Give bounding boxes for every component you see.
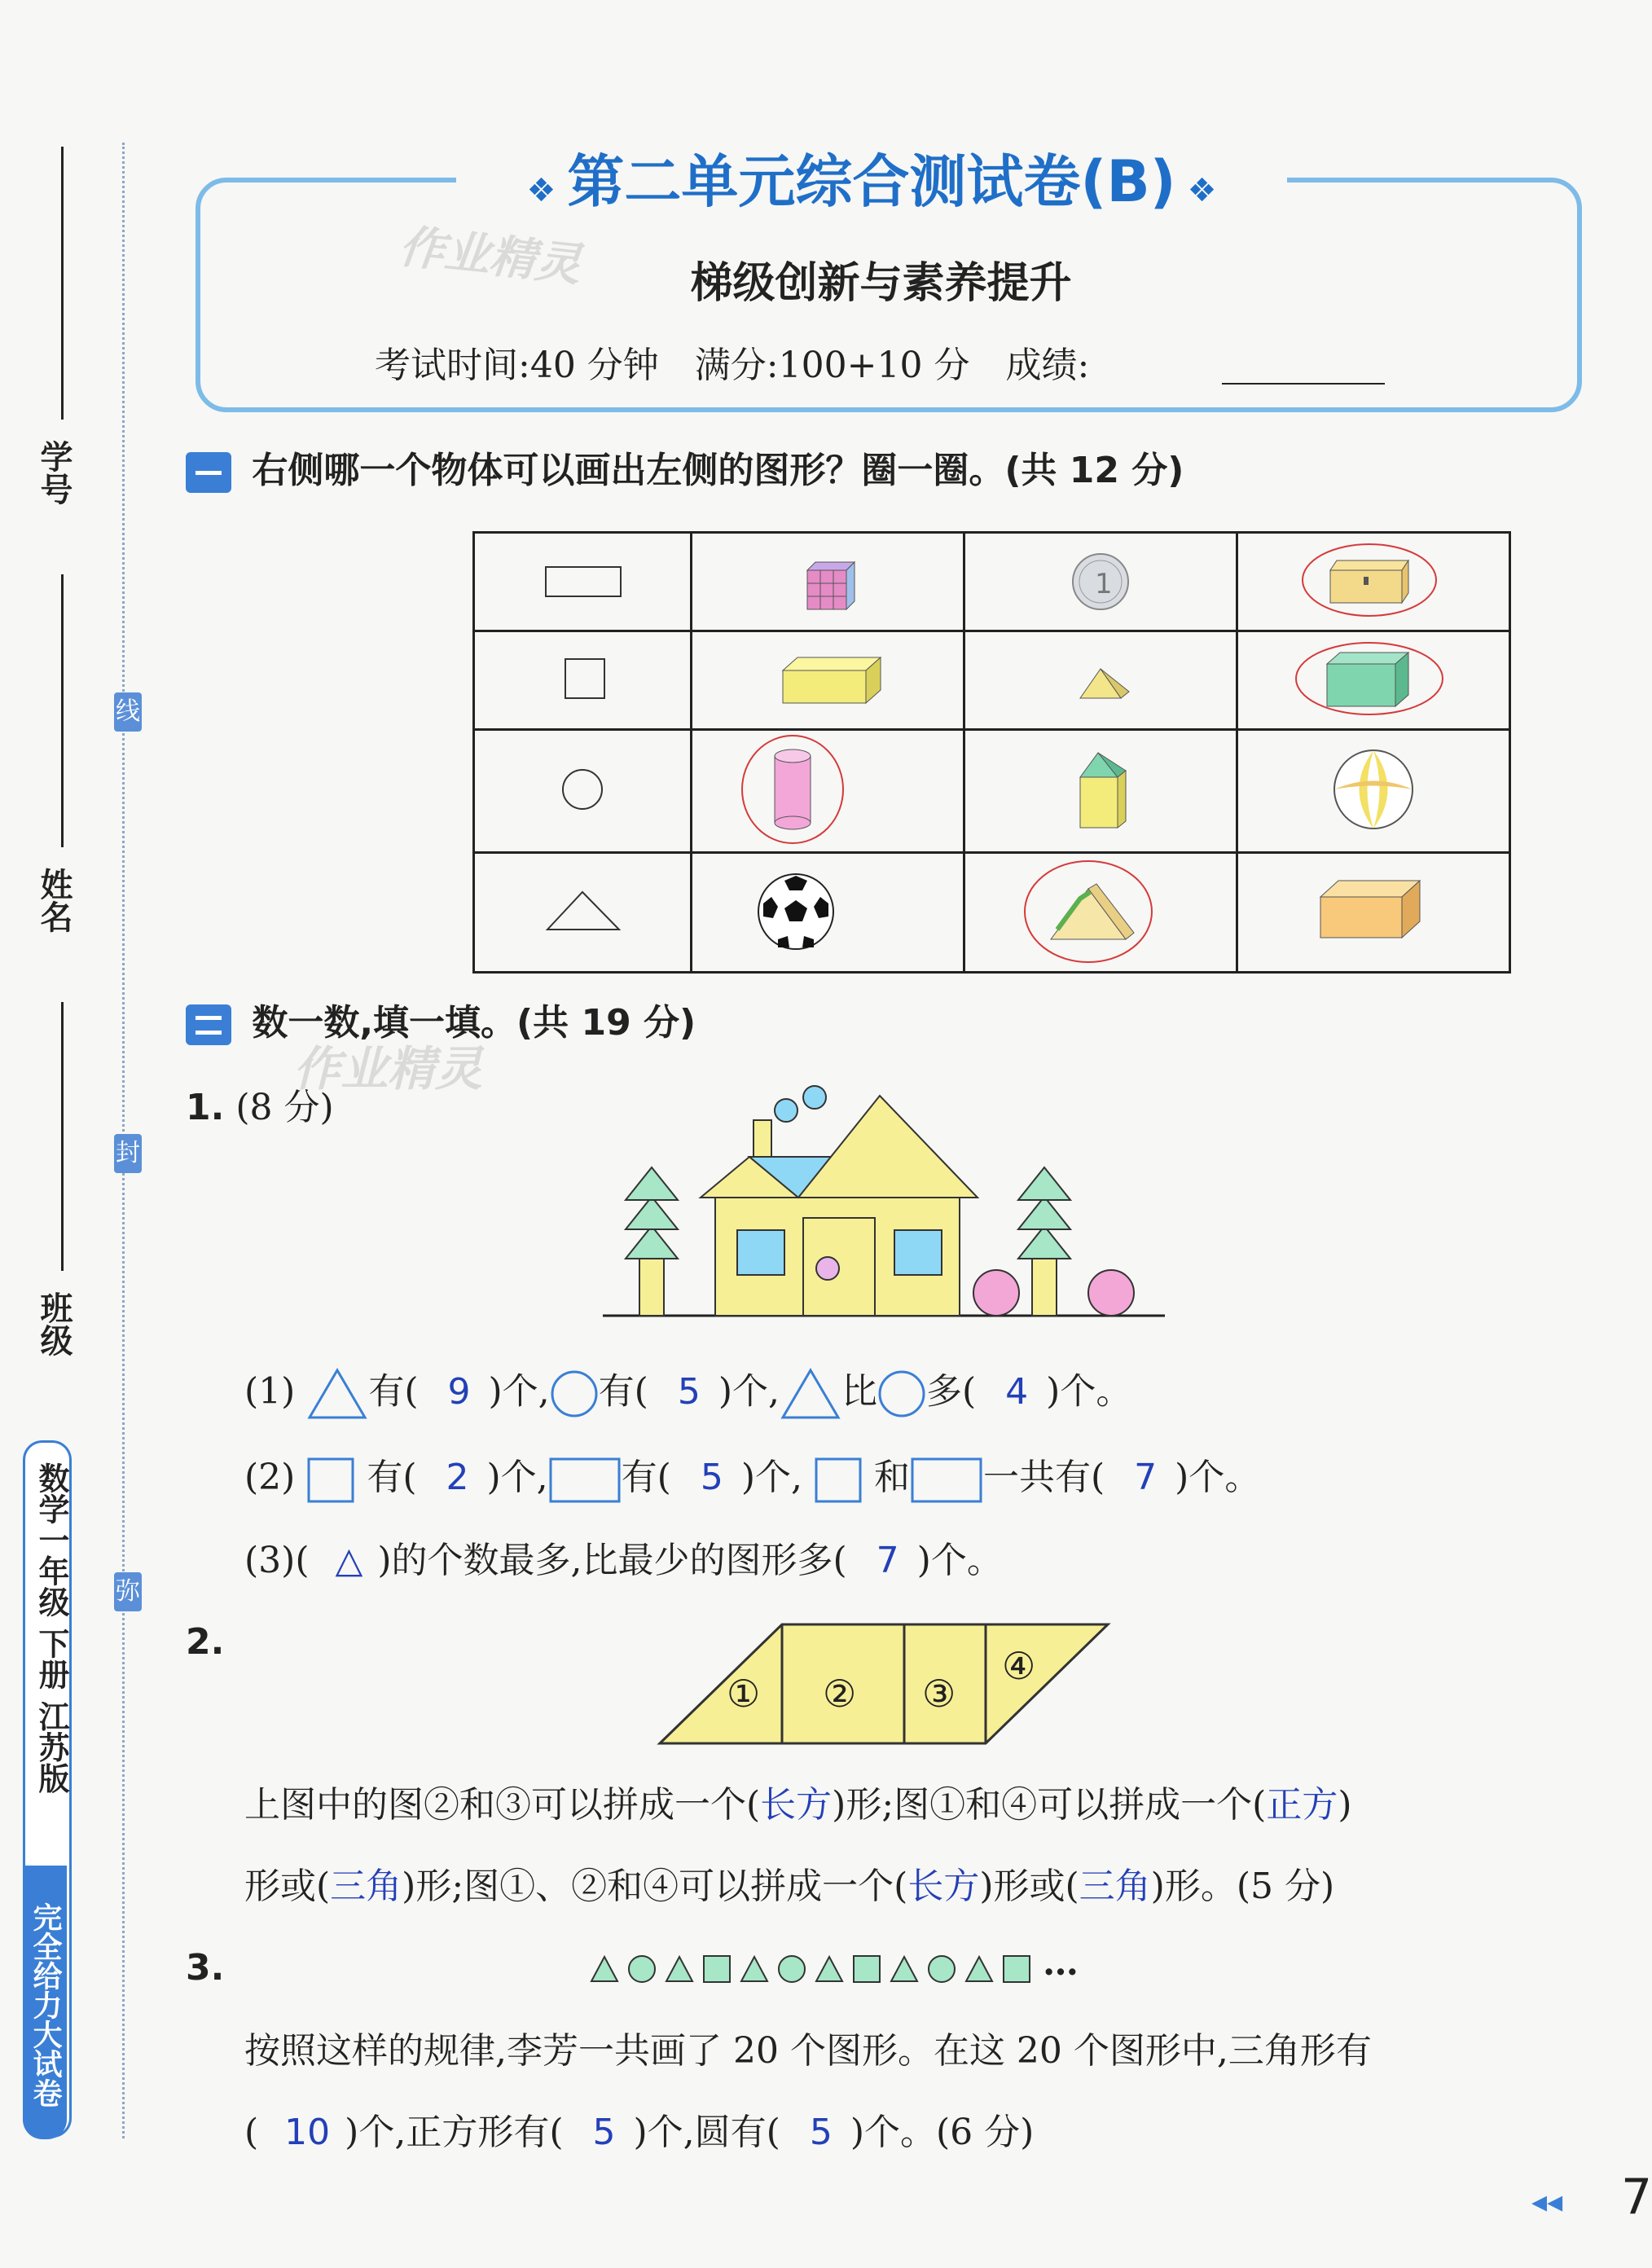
rubik-cube-icon — [693, 534, 962, 626]
table-row — [474, 853, 1510, 973]
q3-text-line2: ( 10 )个,正方形有( 5 )个,圆有( 5 )个。(6 分) — [244, 2112, 1035, 2153]
q1-header: 1. (8 分) — [186, 1087, 334, 1128]
object-cell[interactable] — [964, 533, 1237, 631]
seal-label-close: 弥 — [114, 1572, 142, 1611]
object-cell[interactable] — [964, 730, 1237, 853]
answer-q2-5[interactable]: 三角 — [1079, 1866, 1151, 1907]
sandwich-icon — [966, 855, 1235, 967]
object-cell[interactable] — [1237, 631, 1510, 730]
answer-more-count[interactable]: 7 — [876, 1540, 899, 1581]
shape-cell — [474, 853, 692, 973]
answer-triangle-total[interactable]: 10 — [284, 2112, 331, 2153]
answer-q2-1[interactable]: 长方 — [760, 1784, 833, 1826]
circle-icon — [550, 1369, 599, 1418]
object-cell[interactable] — [964, 853, 1237, 973]
seal-label-line: 线 — [114, 692, 142, 732]
cuboid-icon — [1239, 855, 1508, 967]
small-pyramid-icon — [966, 633, 1235, 724]
name-blank — [61, 574, 64, 847]
piece-label-3: ③ — [922, 1672, 956, 1716]
q1-part2: (2) 有( 2 )个, 有( 5 )个, 和 一共有( 7 )个。 — [244, 1453, 1260, 1504]
page-title: ❖ 第二单元综合测试卷(B) ❖ — [456, 145, 1287, 218]
sequence-ellipsis: … — [1043, 1942, 1079, 1984]
answer-q2-4[interactable]: 长方 — [907, 1866, 980, 1907]
object-cell[interactable] — [1237, 853, 1510, 973]
q3-label: 3. — [186, 1947, 225, 1989]
title-ornament-right: ❖ — [1175, 172, 1217, 209]
cylinder-icon — [693, 732, 962, 847]
circle-shape-icon — [476, 732, 689, 847]
beach-ball-icon — [1239, 732, 1508, 847]
square-shape-icon — [476, 633, 689, 724]
watermark: 作业精灵 — [396, 220, 584, 292]
parallelogram-figure — [652, 1621, 1124, 1752]
section1-badge — [186, 452, 231, 493]
exam-info: 考试时间:40 分钟 满分:100+10 分 成绩: — [375, 345, 1090, 386]
class-blank — [61, 1002, 64, 1271]
answer-circle-total[interactable]: 5 — [809, 2112, 833, 2153]
shape-cell — [474, 533, 692, 631]
subtitle: 梯级创新与素养提升 — [690, 259, 1072, 308]
series-title: 完全给力大试卷 — [23, 1866, 67, 2139]
house-picture — [603, 1079, 1173, 1324]
triangle-shape-icon — [476, 855, 689, 967]
rectangle-icon — [910, 1457, 983, 1504]
table-row — [474, 730, 1510, 853]
watermark: 作业精灵 — [293, 1041, 483, 1097]
q3-text-line1: 按照这样的规律,李芳一共画了 20 个图形。在这 20 个图形中,三角形有 — [244, 2030, 1372, 2072]
square-icon — [814, 1457, 863, 1504]
table-row — [474, 533, 1510, 631]
section2-heading: 数一数,填一填。(共 19 分) — [186, 999, 696, 1048]
object-cell[interactable] — [692, 533, 964, 631]
object-cell[interactable] — [964, 631, 1237, 730]
object-cell[interactable] — [1237, 730, 1510, 853]
answer-q2-3[interactable]: 三角 — [330, 1866, 402, 1907]
answer-q2-2[interactable]: 正方 — [1266, 1784, 1338, 1826]
q2-text-line1: 上图中的图②和③可以拼成一个(长方)形;图①和④可以拼成一个(正方) — [244, 1784, 1352, 1826]
object-cell[interactable] — [692, 730, 964, 853]
answer-triangle-count[interactable]: 9 — [447, 1370, 471, 1413]
piece-label-4: ④ — [1002, 1644, 1036, 1688]
object-cell[interactable] — [692, 631, 964, 730]
coin-icon — [966, 534, 1235, 626]
rectangle-icon — [548, 1457, 622, 1504]
class-label: 班级 — [35, 1291, 72, 1356]
square-icon — [306, 1457, 355, 1504]
triangle-icon — [780, 1367, 841, 1421]
cuboid-icon — [693, 633, 962, 724]
q2-label: 2. — [186, 1621, 225, 1663]
page-arrows-icon: ◂◂ — [1531, 2183, 1563, 2219]
triangle-icon — [306, 1367, 368, 1421]
object-cell[interactable] — [692, 853, 964, 973]
answer-difference[interactable]: 4 — [1005, 1370, 1029, 1413]
answer-rectangle-count[interactable]: 5 — [700, 1457, 723, 1498]
shape-cell — [474, 730, 692, 853]
rectangle-shape-icon — [476, 534, 689, 626]
title-ornament-left: ❖ — [526, 172, 568, 209]
piece-label-2: ② — [823, 1672, 857, 1716]
pencil-prism-icon — [966, 732, 1235, 847]
book-title: 数学一年级 下册 江苏版 — [33, 1462, 69, 1794]
answer-most-shape[interactable]: △ — [335, 1540, 363, 1581]
page-number: 7 — [1621, 2169, 1652, 2226]
score-blank[interactable] — [1222, 383, 1385, 385]
object-cell[interactable] — [1237, 533, 1510, 631]
circle-icon — [877, 1369, 926, 1418]
svg-text:1: 1 — [1095, 568, 1113, 600]
shape-cell — [474, 631, 692, 730]
soccer-ball-icon — [693, 855, 962, 967]
shape-object-table — [472, 531, 1511, 974]
answer-square-count[interactable]: 2 — [446, 1457, 469, 1498]
section2-badge — [186, 1004, 231, 1045]
q2-text-line2: 形或(三角)形;图①、②和④可以拼成一个(长方)形或(三角)形。(5 分) — [244, 1866, 1335, 1907]
q1-part1: (1) 有( 9 )个, 有( 5 )个, 比 多( 4 )个。 — [244, 1367, 1131, 1421]
answer-square-total[interactable]: 5 — [592, 2112, 616, 2153]
piece-label-1: ① — [727, 1672, 761, 1716]
seal-label-seal: 封 — [114, 1134, 142, 1173]
table-row — [474, 631, 1510, 730]
treasure-box-icon — [1239, 534, 1508, 626]
section1-heading: 右侧哪一个物体可以画出左侧的图形？圈一圈。(共 12 分) — [186, 446, 1184, 495]
answer-total[interactable]: 7 — [1134, 1457, 1158, 1498]
section1-table — [472, 531, 1511, 974]
cube-icon — [1239, 633, 1508, 724]
name-label: 姓名 — [35, 868, 72, 933]
answer-circle-count[interactable]: 5 — [677, 1370, 701, 1413]
student-id-label: 学号 — [35, 440, 72, 505]
q1-part3: (3)( △ )的个数最多,比最少的图形多( 7 )个。 — [244, 1540, 1003, 1581]
